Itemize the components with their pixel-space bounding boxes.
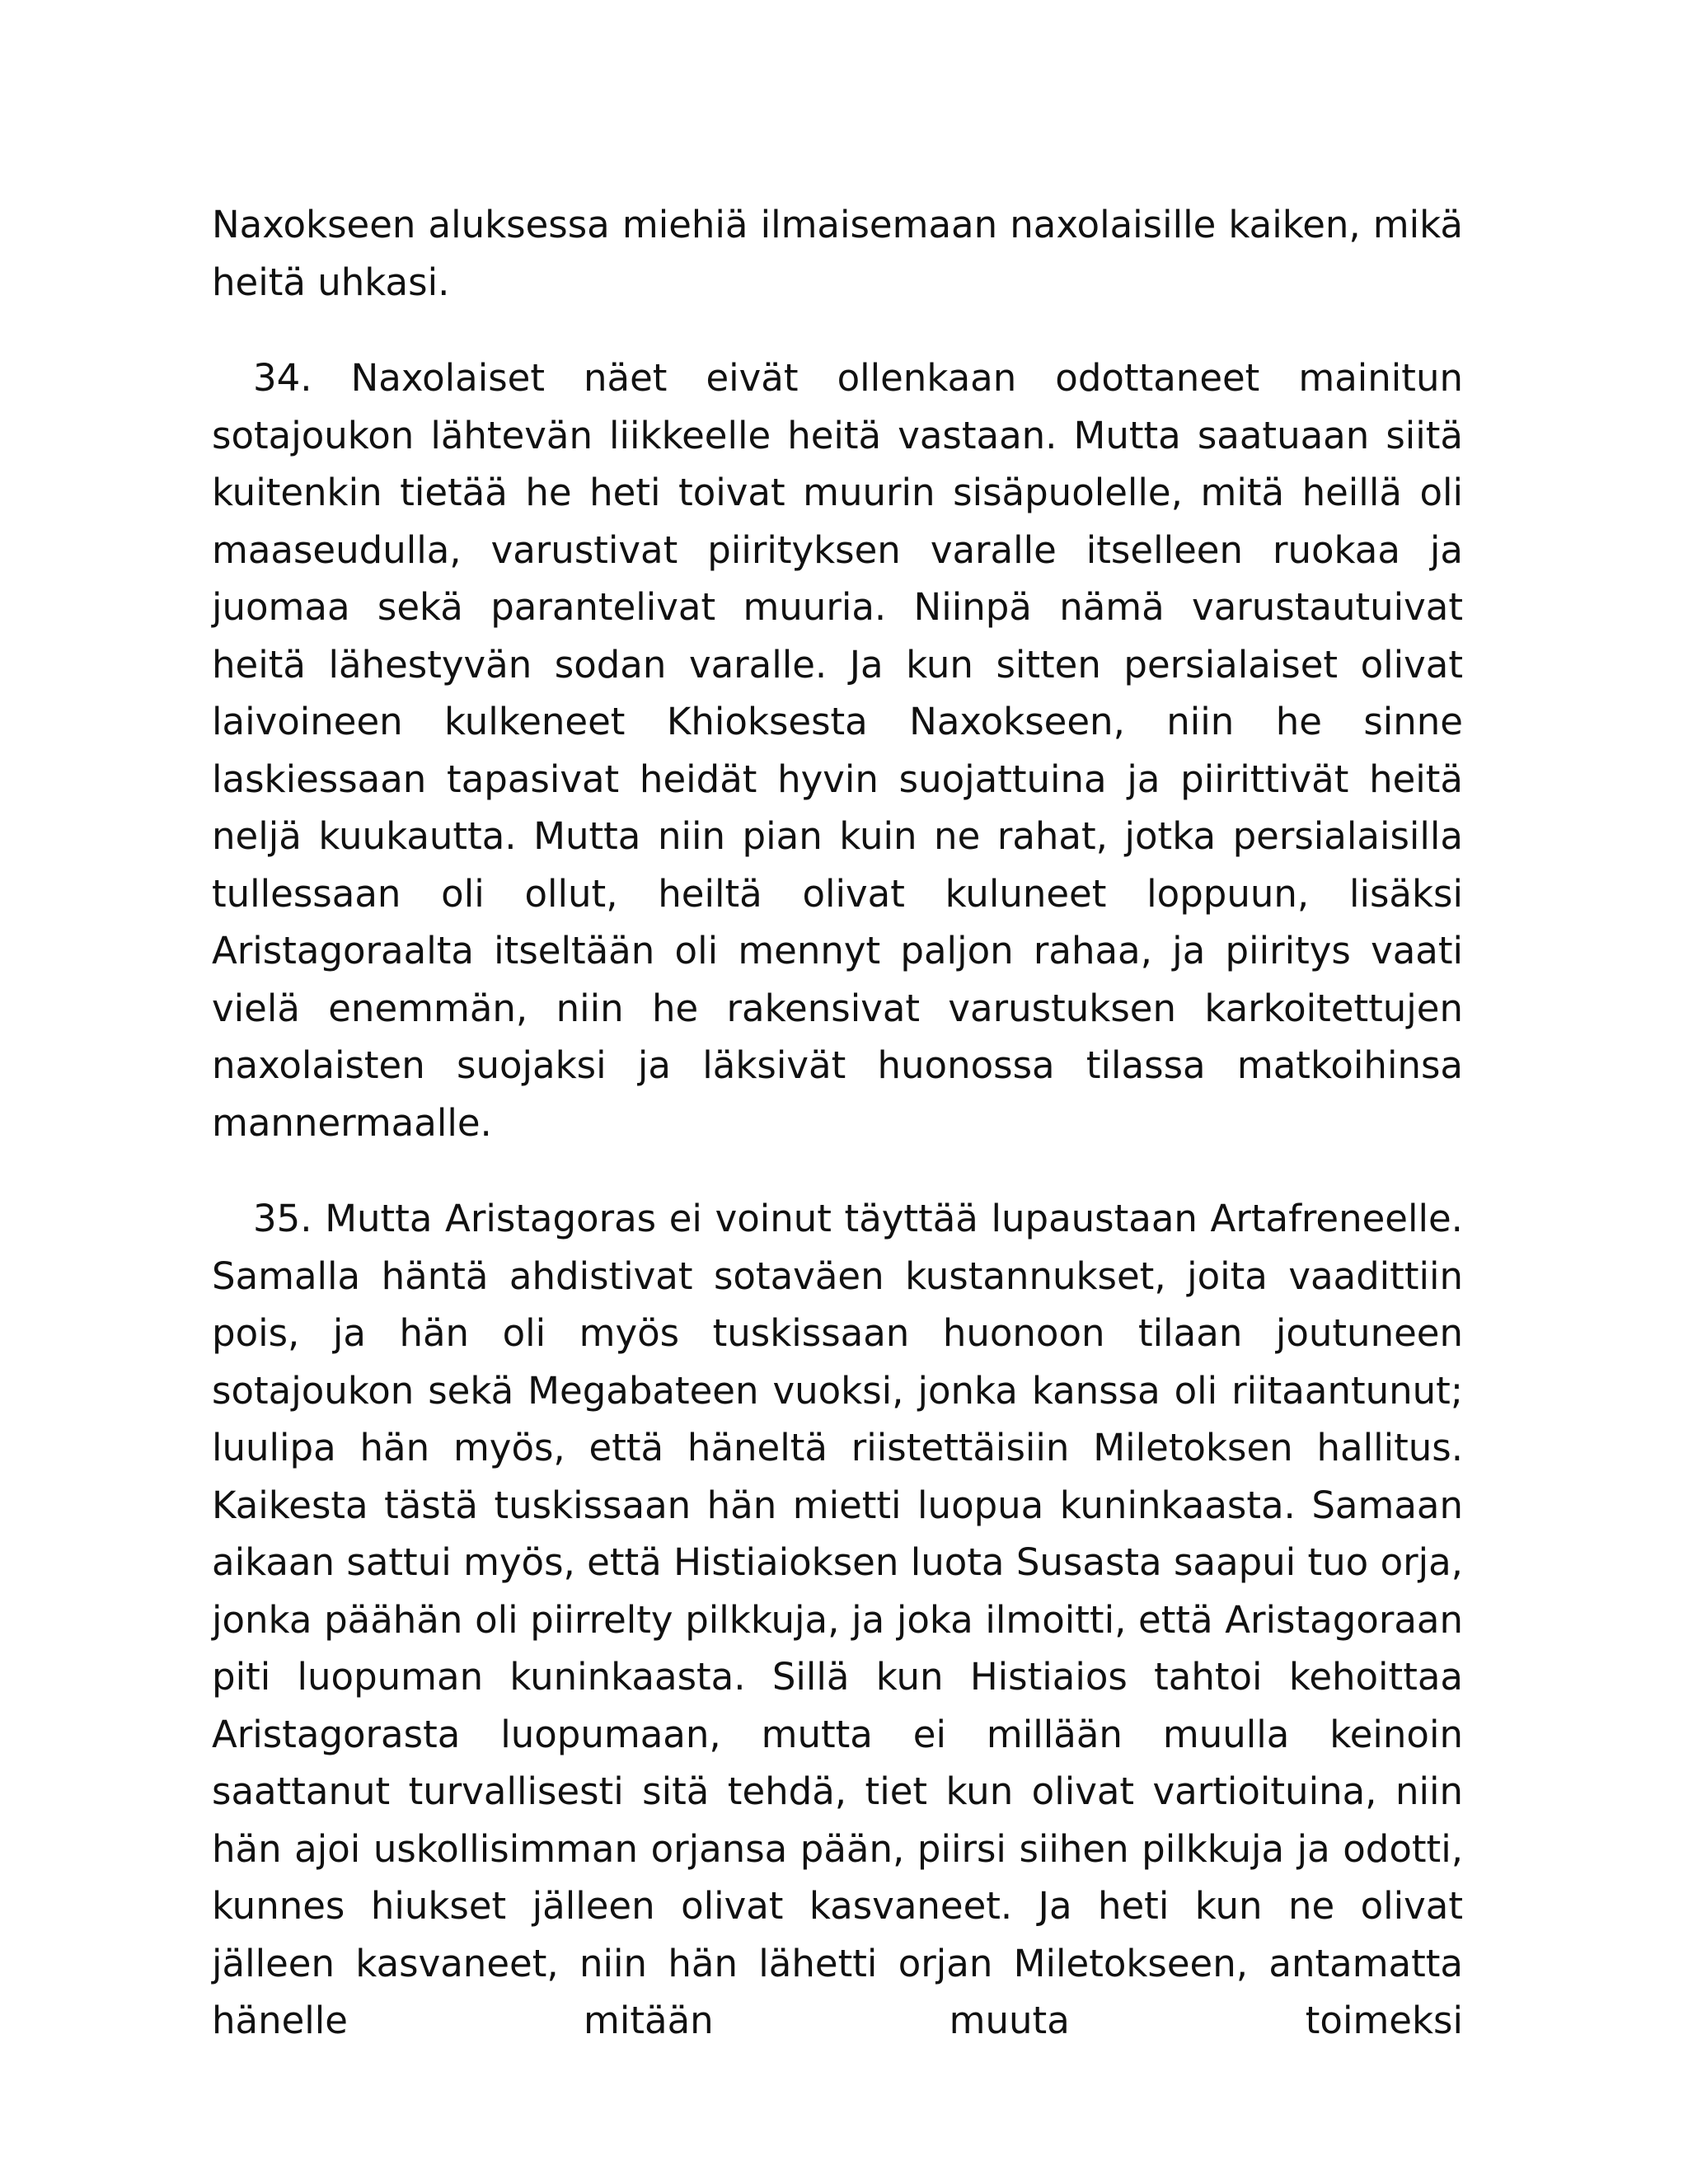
paragraph-34: 34. Naxolaiset näet eivät ollenkaan odottaneet mainitun sotajoukon lähtevän liikkeelle heitä vastaan. Mutta saatuaan siitä kuitenkin tietää he heti toivat muurin sisäpuolelle, mitä heillä oli maaseudulla, varustivat piirityksen varalle itselleen ruokaa ja juomaa sekä parantelivat muuria. Niinpä nämä varustautuivat heitä lähestyvän sodan varalle. Ja kun sitten persialaiset olivat laivoineen kulkeneet Khioksesta Naxokseen, niin he sinne laskiessaan tapasivat heidät hyvin suojattuina ja piirittivät heitä neljä kuukautta. Mutta niin pian kuin ne rahat, jotka persialaisilla tullessaan oli ollut, heiltä olivat kuluneet loppuun, lisäksi Aristagoraalta itseltään oli mennyt paljon rahaa, ja piiritys vaati vielä enemmän, niin he rakensivat varustuksen karkoitettujen naxolaisten suojaksi ja läksivät huonossa tilassa matkoihinsa mannermaalle.	[212, 356, 1463, 1145]
paragraph-continued: Naxokseen aluksessa miehiä ilmaisemaan naxolaisille kaiken, mikä heitä uhkasi.	[212, 203, 1463, 304]
body-text	[212, 196, 1463, 2088]
paragraph-35: 35. Mutta Aristagoras ei voinut täyttää lupaustaan Artafreneelle. Samalla häntä ahdistivat sotaväen kustannukset, joita vaadittiin pois, ja hän oli myös tuskissaan huonoon tilaan joutuneen sotajoukon sekä Megabateen vuoksi, jonka kanssa oli riitaantunut; luulipa hän myös, että häneltä riistettäisiin Miletoksen hallitus. Kaikesta tästä tuskissaan hän mietti luopua kuninkaasta. Samaan aikaan sattui myös, että Histiaioksen luota Susasta saapui tuo orja, jonka päähän oli piirrelty pilkkuja, ja joka ilmoitti, että Aristagoraan piti luopuman kuninkaasta. Sillä kun Histiaios tahtoi kehoittaa Aristagorasta luopumaan, mutta ei millään muulla keinoin saattanut turvallisesti sitä tehdä, tiet kun olivat vartioituina, niin hän ajoi uskollisimman orjansa pään, piirsi siihen pilkkuja ja odotti, kunnes hiukset jälleen olivat kasvaneet. Ja heti kun ne olivat jälleen kasvaneet, niin hän lähetti orjan Miletokseen, antamatta hänelle mitään muuta toimeksi	[212, 1197, 1463, 2042]
